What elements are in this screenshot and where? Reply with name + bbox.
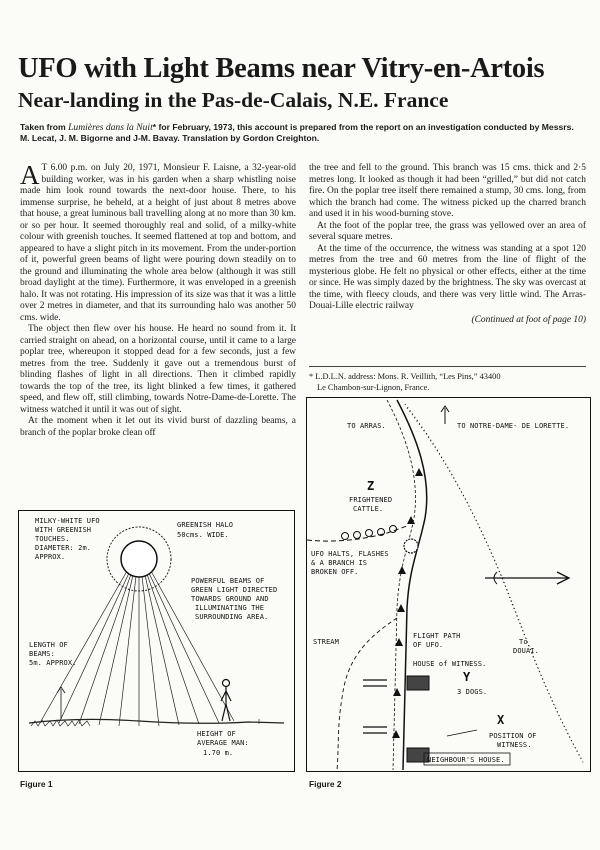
label-height-of: HEIGHT OF xyxy=(197,730,236,738)
label-with-greenish: WITH GREENISH xyxy=(35,526,92,534)
label-position-of: POSITION OF xyxy=(489,732,537,740)
stream-bridges xyxy=(363,680,387,733)
label-touches: TOUCHES. xyxy=(35,535,70,543)
marker-x: X xyxy=(497,713,505,727)
marker-z: Z xyxy=(367,479,375,493)
label-length-value: 5m. APPROX. xyxy=(29,659,77,667)
label-beams-2: GREEN LIGHT DIRECTED xyxy=(191,586,278,594)
label-ufo-halts: UFO HALTS, FLASHES xyxy=(311,550,389,558)
label-cattle: CATTLE. xyxy=(353,505,384,513)
intro-text-start: Taken from xyxy=(20,122,69,132)
body-paragraph-1 xyxy=(20,160,296,324)
label-house-of-witness: HOUSE of WITNESS. xyxy=(413,660,487,668)
footnote-line-1: * L.D.L.N. address: Mons. R. Veillith, “Les Pins,” 43400 xyxy=(309,372,501,381)
label-greenish-halo: GREENISH HALO xyxy=(177,521,234,529)
footnote-rule xyxy=(309,366,586,367)
label-diameter: DIAMETER: 2m. xyxy=(35,544,92,552)
label-3-dogs: 3 DOGS. xyxy=(457,688,488,696)
figure-2-site-map xyxy=(306,397,591,772)
label-beams-colon: BEAMS: xyxy=(29,650,55,658)
railway-line xyxy=(405,404,582,760)
left-column xyxy=(20,160,296,439)
footnote xyxy=(309,371,586,393)
label-average-man: AVERAGE MAN: xyxy=(197,739,249,747)
house-of-witness xyxy=(407,676,429,690)
right-column xyxy=(309,163,586,326)
footnote-line-2: Le Chambon-sur-Lignon, France. xyxy=(317,383,430,392)
flight-path-line xyxy=(387,400,415,770)
grass xyxy=(31,720,90,726)
body-paragraph-3: At the moment when it let out its vivid burst of dazzling beams, a branch of the poplar broke clean off xyxy=(20,416,296,438)
label-height-value: 1.70 m. xyxy=(203,749,234,757)
label-milky-white-ufo: MILKY-WHITE UFO xyxy=(35,517,100,525)
label-beams-4: ILLUMINATING THE xyxy=(195,604,265,612)
figure-2-caption: Figure 2 xyxy=(309,779,342,789)
label-beams-1: POWERFUL BEAMS OF xyxy=(191,577,265,585)
railway-line-2 xyxy=(407,408,584,764)
stream-line xyxy=(337,618,397,770)
label-approx: APPROX. xyxy=(35,553,66,561)
label-witness: WITNESS. xyxy=(497,741,532,749)
article-title: UFO with Light Beams near Vitry-en-Artois xyxy=(18,53,545,84)
ground-line xyxy=(29,719,284,723)
label-broken-off: BROKEN OFF. xyxy=(311,568,359,576)
label-to-arras: TO ARRAS. xyxy=(347,422,386,430)
label-flight-path: FLIGHT PATH xyxy=(413,632,461,640)
label-beams-5: SURROUNDING AREA. xyxy=(195,613,269,621)
length-arrow xyxy=(57,687,65,719)
label-neighbours-house: NEIGHBOUR'S HOUSE. xyxy=(427,756,505,764)
label-halo-width: 50cms. WIDE. xyxy=(177,531,229,539)
neighbours-house xyxy=(407,748,429,762)
label-frightened: FRIGHTENED xyxy=(349,496,393,504)
body-paragraph-6: At the time of the occurrence, the witness was standing at a spot 120 metres from the tree and 60 metres from the line of flight of the mysterious globe. He felt no physical or other effects, either at the time or since. He was simply dazed by the brightness. The sky was overcast at the time, with fleecy clouds, and there was very little wind. The Arras-Douai-Lille electric railway xyxy=(309,243,586,311)
north-arrow xyxy=(485,572,569,584)
intro-paragraph xyxy=(20,122,585,144)
label-beams-3: TOWARDS GROUND AND xyxy=(191,595,269,603)
road-line xyxy=(397,400,427,770)
label-to-notre-dame: TO NOTRE-DAME- DE LORETTE. xyxy=(457,422,570,430)
label-douai: DOUAI. xyxy=(513,647,539,655)
label-to: To xyxy=(519,638,528,646)
ufo-globe xyxy=(121,541,157,577)
notre-dame-arrow xyxy=(441,406,449,424)
body-paragraph-2: The object then flew over his house. He heard no sound from it. It carried straight on ahead, on a horizontal course, until it came to a large poplar tree, whereupon it stopped dead for a few seconds, just a few metres from the tree. Suddenly it gave out a tremendous burst of blinding flashes of light in all directions. Then it climbed rapidly towards the top of the tree, its light blinked a few times, it gathered speed, and flew off, still climbing, towards Notre-Dame-de-Lorette. The witness watched it until it was out of sight. xyxy=(20,324,296,415)
intro-text-end: * for February, 1973, this account is prepared from the report on an investigation conducted by Messrs. M. Lecat, J. M. Bigorne and J-M. Bavay. Translation by Gordon Creighton. xyxy=(20,122,574,143)
figure-2-drawing xyxy=(307,398,590,771)
label-length-of: LENGTH OF xyxy=(29,641,68,649)
label-of-ufo: OF UFO. xyxy=(413,641,444,649)
marker-y: Y xyxy=(463,670,471,684)
figure-1-drawing xyxy=(19,511,294,771)
paragraph-text: T 6.00 p.m. on July 20, 1971, Monsieur F. Laisne, a 32-year-old building worker, was in his garden when a sharp whistling noise made him look round towards the next-door house. There, to his immense surprise, he beheld, at a height of just about 8 metres above that house, a great luminous ball travelling along at no more than 30 km. or so per hour. It seemed thoroughly real and solid, of a milky-white colour with greenish touches. It seemed flattened at top and bottom, and appeared to have a slight pitch in its movement. From the under-portion of it, powerful green beams of light were pouring down steadily on to the ground and illuminating the whole area below (although it was still broad daylight at the time). Furthermore, it was enveloped in a greenish halo. It was not rotating. His impression of its size was that it was a little over 2 metres in diameter, and that its surrounding halo was another 50 cms. wide. xyxy=(20,163,296,323)
body-paragraph-4: the tree and fell to the ground. This branch was 15 cms. thick and 2·5 metres long. It looked as though it had been “grilled,” but did not catch fire. On the poplar tree itself there remained a stump, 30 cms. long, from which the branch had come. The witness picked up the charred branch and used it in his wood-burning stove. xyxy=(309,163,586,219)
ufo-halt-point xyxy=(404,539,418,553)
continued-note: (Continued at foot of page 10) xyxy=(471,314,586,325)
label-stream: STREAM xyxy=(313,638,339,646)
article-subtitle: Near-landing in the Pas-de-Calais, N.E. France xyxy=(18,88,449,112)
label-branch: & A BRANCH IS xyxy=(311,559,368,567)
drop-cap: A xyxy=(20,160,40,190)
intro-source-title: Lumières dans la Nuit xyxy=(68,122,153,133)
figure-1-ufo-illustration xyxy=(18,510,295,772)
body-paragraph-5: At the foot of the poplar tree, the grass was yellowed over an area of several square metres. xyxy=(309,220,586,242)
figure-1-caption: Figure 1 xyxy=(20,779,53,789)
